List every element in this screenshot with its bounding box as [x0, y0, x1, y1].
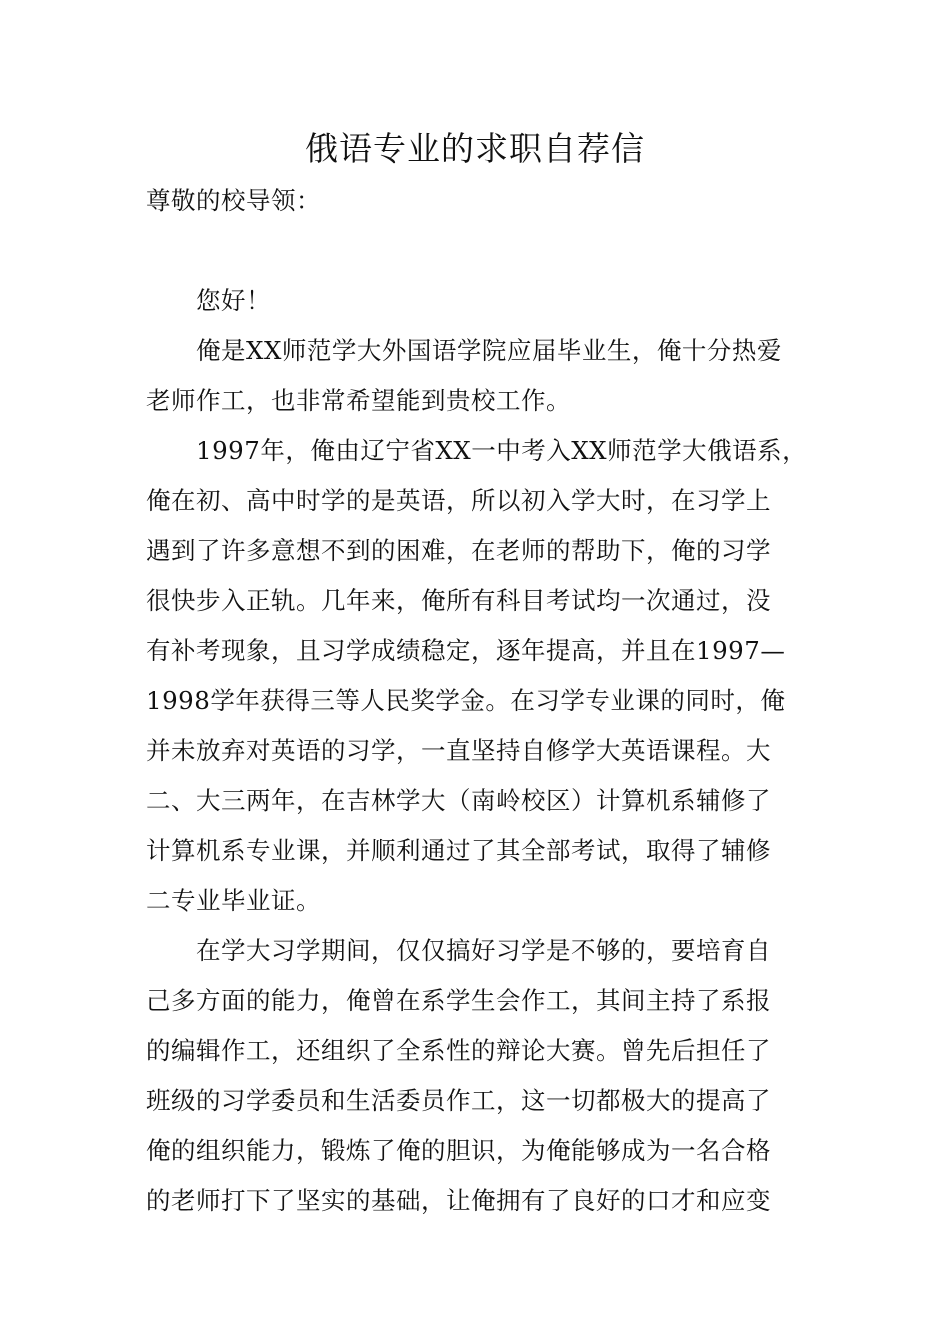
body-line: 并未放弃对英语的习学，一直坚持自修学大英语课程。大 — [146, 736, 771, 765]
body-line: 二专业毕业证。 — [146, 886, 321, 915]
body-line: 己多方面的能力，俺曾在系学生会作工，其间主持了系报 — [146, 986, 771, 1015]
body-line: 有补考现象，且习学成绩稳定，逐年提高，并且在1997— — [146, 636, 786, 665]
body-line: 很快步入正轨。几年来，俺所有科目考试均一次通过，没 — [146, 586, 771, 615]
body-line: 在学大习学期间，仅仅搞好习学是不够的，要培育自 — [196, 936, 771, 965]
body-line: 班级的习学委员和生活委员作工，这一切都极大的提高了 — [146, 1086, 771, 1115]
body-line: 的老师打下了坚实的基础，让俺拥有了良好的口才和应变 — [146, 1186, 771, 1215]
body-line: 老师作工，也非常希望能到贵校工作。 — [146, 386, 571, 415]
body-line: 俺的组织能力，锻炼了俺的胆识，为俺能够成为一名合格 — [146, 1136, 771, 1165]
greeting: 您好！ — [196, 286, 271, 315]
body-line: 俺在初、高中时学的是英语，所以初入学大时，在习学上 — [146, 486, 771, 515]
body-line: 计算机系专业课，并顺利通过了其全部考试，取得了辅修 — [146, 836, 771, 865]
body-line: 二、大三两年，在吉林学大（南岭校区）计算机系辅修了 — [146, 786, 771, 815]
body-line: 俺是XX师范学大外国语学院应届毕业生，俺十分热爱 — [196, 336, 782, 365]
salutation: 尊敬的校导领： — [146, 186, 321, 215]
body-line: 遇到了许多意想不到的困难，在老师的帮助下，俺的习学 — [146, 536, 771, 565]
document-title: 俄语专业的求职自荐信 — [305, 129, 645, 168]
body-line: 1997年，俺由辽宁省XX一中考入XX师范学大俄语系， — [196, 436, 808, 465]
body-line: 1998学年获得三等人民奖学金。在习学专业课的同时，俺 — [146, 686, 786, 715]
body-line: 的编辑作工，还组织了全系性的辩论大赛。曾先后担任了 — [146, 1036, 771, 1065]
